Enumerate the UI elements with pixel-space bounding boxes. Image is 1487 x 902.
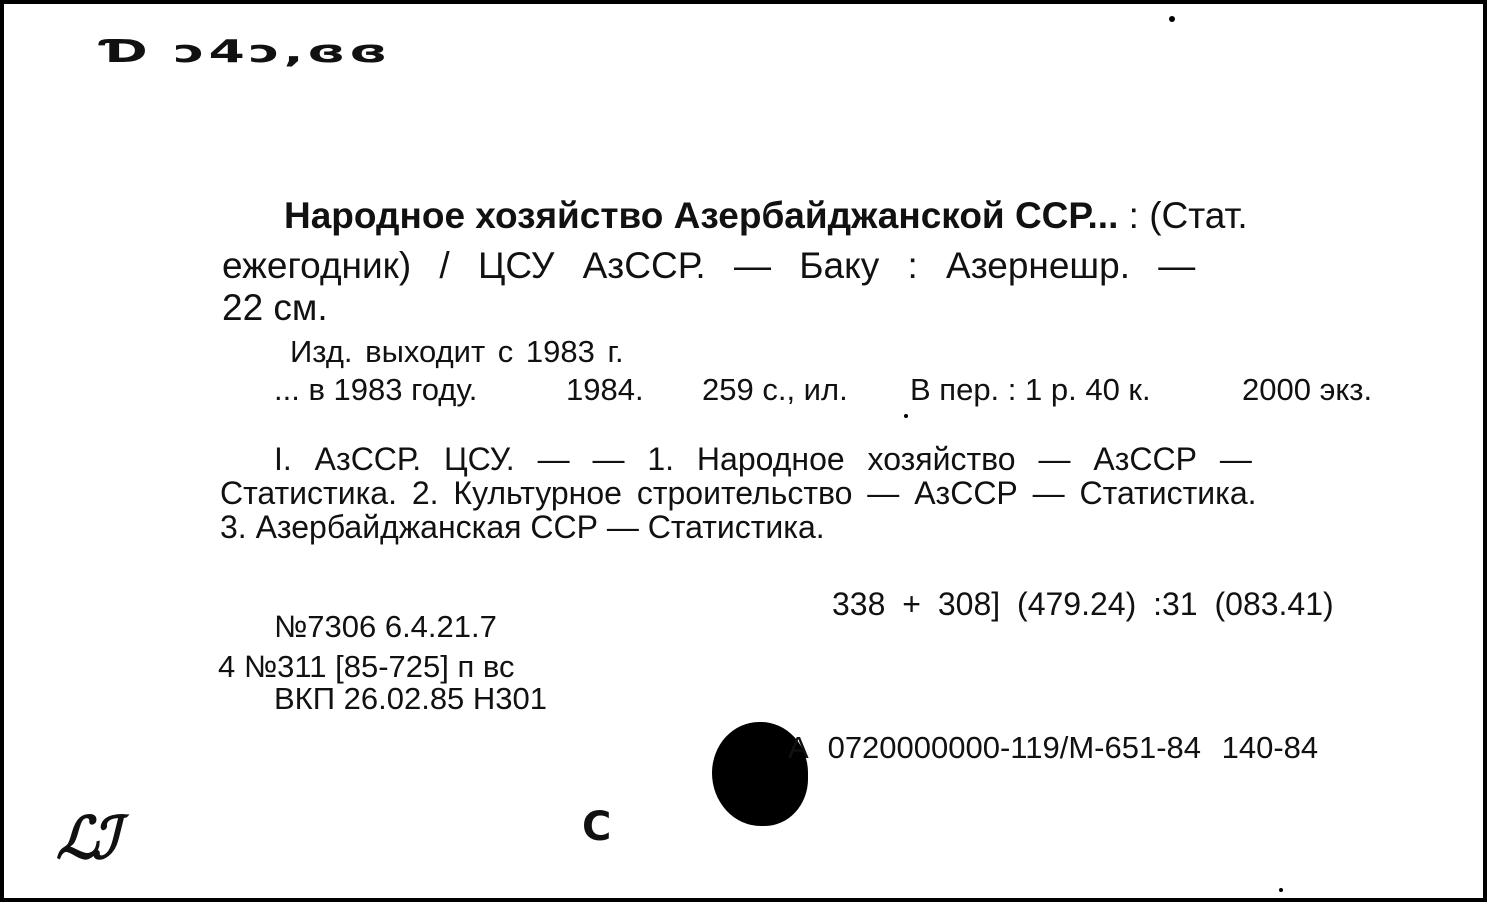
speck [1279,888,1283,892]
speck [1169,16,1175,22]
issue-price: В пер. : 1 р. 40 к. [910,372,1151,407]
title-line [284,194,1248,238]
vkp-stamp: ВКП 26.02.85 Н301 [274,681,548,716]
letter-c: С [582,804,612,850]
publication-line: ежегодник) / ЦСУ АзССР. — Баку : Азернешр. — [222,245,1196,286]
size-line: 22 см. [222,287,328,328]
issue-copies: 2000 экз. [1242,372,1373,407]
issue-year: 1984. [566,372,644,407]
title-rest: : (Стат. [1118,195,1248,236]
handwritten-signature: ℒℐ [56,804,114,872]
subject-line: 3. Азербайджанская ССР — Статистика. [220,509,825,545]
handwritten-shelfmark: Ɗ ɔ4ɔ,ɞɞ [102,34,392,70]
speck [904,414,908,418]
subject-line: I. АзССР. ЦСУ. — — 1. Народное хозяйство — АзССР — [274,441,1252,477]
issue-pages: 259 с., ил. [702,372,848,407]
publication-note: Изд. выходит с 1983 г. [290,334,624,369]
order-number: №7306 6.4.21.7 [274,609,497,644]
issue-label: ... в 1983 году. [274,372,478,407]
udc-code: 338 + 308] (479.24) :31 (083.41) [832,586,1334,622]
registration-number: 4 №311 [85-725] п вс [218,649,515,684]
subject-line: Статистика. 2. Культурное строительство — АзССР — Статистика. [220,475,1257,511]
isbn-line: A 0720000000-119/М-651-84 140-84 [788,730,1319,765]
title-bold: Народное хозяйство Азербайджанской ССР... [284,195,1119,236]
